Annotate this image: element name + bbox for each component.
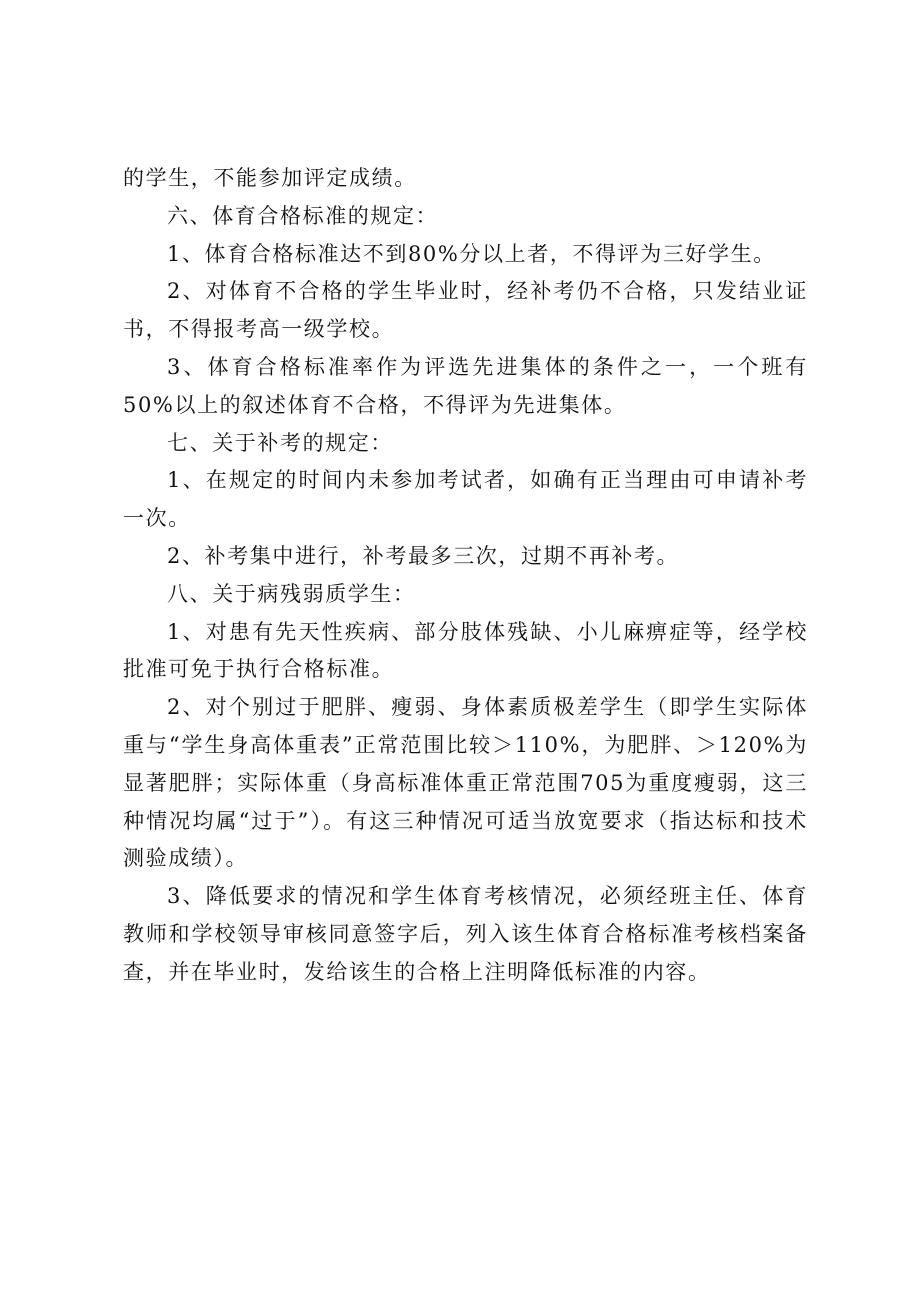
paragraph-6-2: 2、对体育不合格的学生毕业时，经补考仍不合格，只发结业证书，不得报考高一级学校。 bbox=[123, 279, 808, 342]
section-heading-6: 六、体育合格标准的规定： bbox=[167, 203, 439, 228]
section-heading-7: 七、关于补考的规定： bbox=[167, 430, 393, 455]
paragraph-8-1: 1、对患有先天性疾病、部分肢体残缺、小儿麻痹症等，经学校批准可免于执行合格标准。 bbox=[123, 619, 808, 682]
paragraph-6-1: 1、体育合格标准达不到80%分以上者，不得评为三好学生。 bbox=[167, 241, 776, 266]
section-heading-8: 八、关于病残弱质学生： bbox=[167, 581, 416, 606]
paragraph-continuation: 的学生，不能参加评定成绩。 bbox=[123, 166, 417, 190]
paragraph-7-1: 1、在规定的时间内未参加考试者，如确有正当理由可申请补考一次。 bbox=[123, 468, 808, 531]
paragraph-6-3: 3、体育合格标准率作为评选先进集体的条件之一，一个班有50%以上的叙述体育不合格，不得评为先进集体。 bbox=[123, 354, 808, 417]
paragraph-7-2: 2、补考集中进行，补考最多三次，过期不再补考。 bbox=[167, 543, 680, 568]
paragraph-8-3: 3、降低要求的情况和学生体育考核情况，必须经班主任、体育教师和学校领导审核同意签字后，列入该生体育合格标准考核档案备查，并在毕业时，发给该生的合格上注明降低标准的内容。 bbox=[123, 884, 808, 984]
paragraph-8-2: 2、对个别过于肥胖、瘦弱、身体素质极差学生（即学生实际体重与“学生身高体重表”正常范围比较＞110%，为肥胖、＞120%为显著肥胖；实际体重（身高标准体重正常范围705为重度瘦弱，这三种情况均属“过于”）。有这三种情况可适当放宽要求（指达标和技术测验成绩）。 bbox=[123, 695, 808, 871]
document-body bbox=[123, 160, 808, 992]
